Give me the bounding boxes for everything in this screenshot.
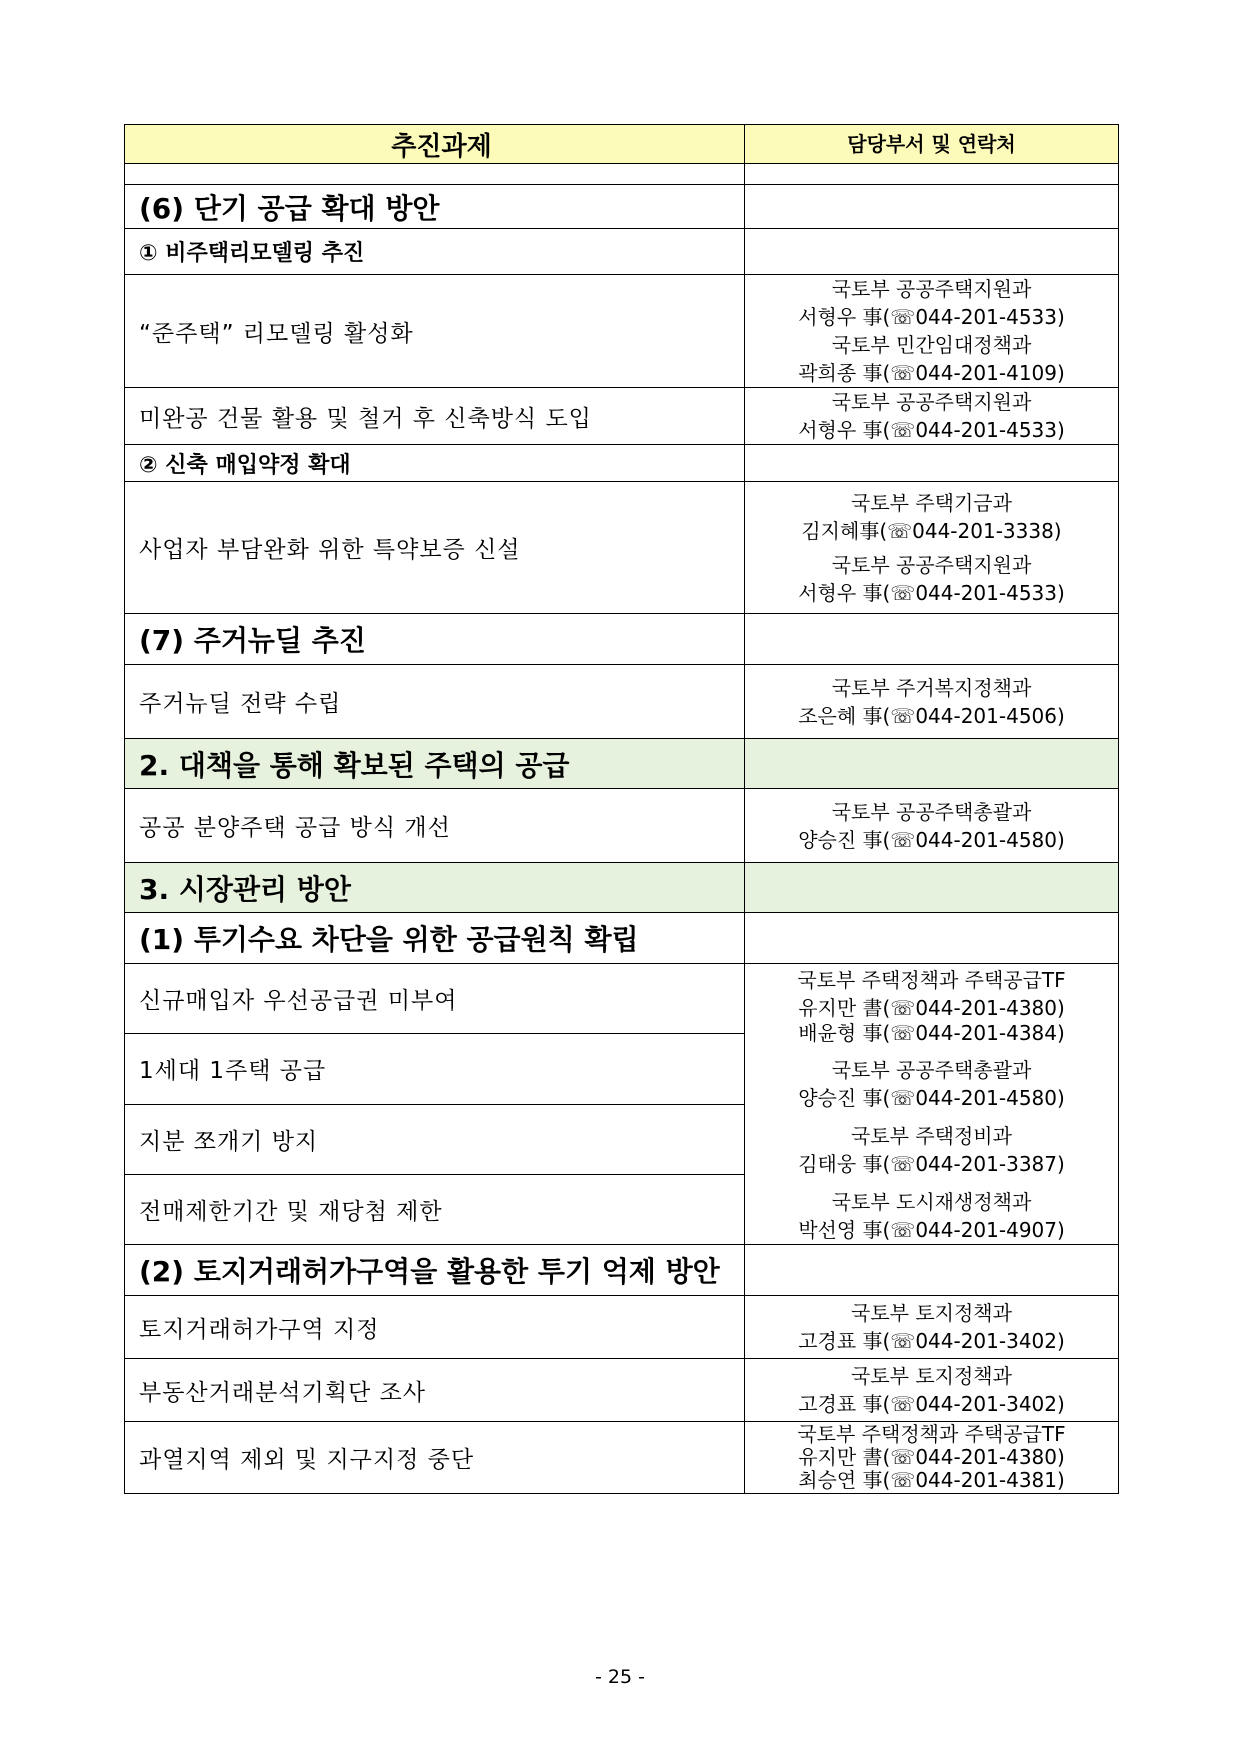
contact-dept: 국토부 주택정책과 주택공급TF [797,1422,1066,1446]
empty-contact-cell [745,614,1119,665]
task-row [125,964,1119,1034]
task-cell: 공공 분양주택 공급 방식 개선 [125,789,745,863]
contact-group [745,489,1118,545]
subsection-row [125,1245,1119,1296]
empty-contact-cell [745,739,1119,789]
contact-dept: 국토부 주택기금과 [851,490,1012,515]
task-row [125,482,1119,614]
task-row [125,665,1119,739]
task-cell: 신규매입자 우선공급권 미부여 [125,964,745,1034]
contact-group [745,1056,1118,1112]
contact-group [745,1122,1118,1178]
section-title: 2. 대책을 통해 확보된 주택의 공급 [125,739,745,789]
subsection-title: (7) 주거뉴딜 추진 [125,614,745,665]
contact-cell [745,275,1119,388]
contact-group [745,331,1118,387]
page-number: - 25 - [595,1666,645,1688]
task-cell: 사업자 부담완화 위한 특약보증 신설 [125,482,745,614]
subitem-row [125,445,1119,482]
contact-group [745,1188,1118,1244]
spacer-row [125,164,1119,185]
spacer-cell [745,164,1119,185]
contact-person: 서형우 事(☏044-201-4533) [798,580,1065,605]
subitem-title: ① 비주택리모델링 추진 [125,229,745,275]
contact-dept: 국토부 주택정책과 주택공급TF [797,968,1066,992]
contact-person: 최승연 事(☏044-201-4381) [798,1468,1065,1492]
subsection-row [125,185,1119,229]
contact-cell [745,482,1119,614]
contact-person: 서형우 事(☏044-201-4533) [798,305,1065,329]
task-cell: 1세대 1주택 공급 [125,1034,745,1104]
contact-cell [745,388,1119,445]
subsection-title: (6) 단기 공급 확대 방안 [125,185,745,229]
task-row [125,1296,1119,1359]
contact-cell [745,1359,1119,1422]
task-cell: 부동산거래분석기획단 조사 [125,1359,745,1422]
empty-contact-cell [745,185,1119,229]
contact-dept: 국토부 공공주택지원과 [831,390,1032,414]
subsection-title: (1) 투기수요 차단을 위한 공급원칙 확립 [125,913,745,964]
task-cell: 전매제한기간 및 재당첨 제한 [125,1174,745,1244]
table-header-row [125,125,1119,164]
contact-dept: 국토부 토지정책과 [851,1364,1012,1388]
empty-contact-cell [745,863,1119,913]
empty-contact-cell [745,445,1119,482]
task-cell: 주거뉴딜 전략 수립 [125,665,745,739]
contact-cell [745,665,1119,739]
empty-contact-cell [745,913,1119,964]
task-row [125,789,1119,863]
spacer-cell [125,164,745,185]
subsection-row [125,913,1119,964]
subitem-title: ② 신축 매입약정 확대 [125,445,745,482]
contact-person: 박선영 事(☏044-201-4907) [798,1218,1065,1242]
contact-cell [745,1422,1119,1494]
contact-person: 배윤형 事(☏044-201-4384) [798,1021,1065,1045]
contact-person: 고경표 事(☏044-201-3402) [798,1329,1065,1353]
contact-person: 서형우 事(☏044-201-4533) [798,418,1065,442]
section-title: 3. 시장관리 방안 [125,863,745,913]
task-row [125,1359,1119,1422]
contact-person: 양승진 事(☏044-201-4580) [798,1086,1065,1110]
section-row [125,863,1119,913]
header-task: 추진과제 [125,125,745,164]
contact-person: 김지혜事(☏044-201-3338) [801,518,1062,543]
empty-contact-cell [745,229,1119,275]
contact-dept: 국토부 공공주택총괄과 [831,1058,1032,1082]
contact-dept: 국토부 주거복지정책과 [831,675,1032,700]
contact-person: 조은혜 事(☏044-201-4506) [798,703,1065,728]
contact-cell [745,789,1119,863]
task-cell: 토지거래허가구역 지정 [125,1296,745,1359]
contact-dept: 국토부 주택정비과 [851,1124,1012,1148]
task-contact-table [124,124,1119,1494]
subsection-title: (2) 토지거래허가구역을 활용한 투기 억제 방안 [125,1245,745,1296]
contact-group [745,551,1118,607]
header-contact: 담당부서 및 연락처 [745,125,1119,164]
merged-contact-cell [745,964,1119,1245]
contact-dept: 국토부 민간임대정책과 [831,333,1032,357]
contact-dept: 국토부 공공주택지원과 [831,277,1032,301]
contact-dept: 국토부 도시재생정책과 [831,1190,1032,1214]
task-cell: 과열지역 제외 및 지구지정 중단 [125,1422,745,1494]
task-cell: 미완공 건물 활용 및 철거 후 신축방식 도입 [125,388,745,445]
empty-contact-cell [745,1245,1119,1296]
contact-person: 양승진 事(☏044-201-4580) [798,827,1065,852]
contact-group [745,966,1118,1044]
contact-dept: 국토부 토지정책과 [851,1301,1012,1325]
contact-person: 유지만 書(☏044-201-4380) [798,996,1065,1020]
task-row [125,388,1119,445]
contact-dept: 국토부 공공주택지원과 [831,552,1032,577]
contact-group [745,275,1118,331]
contact-person: 유지만 書(☏044-201-4380) [798,1445,1065,1469]
section-row [125,739,1119,789]
subsection-row [125,614,1119,665]
task-cell: “준주택” 리모델링 활성화 [125,275,745,388]
contact-person: 김태웅 事(☏044-201-3387) [798,1152,1065,1176]
task-row [125,1422,1119,1494]
contact-person: 고경표 事(☏044-201-3402) [798,1392,1065,1416]
task-row [125,275,1119,388]
subitem-row [125,229,1119,275]
contact-dept: 국토부 공공주택총괄과 [831,799,1032,824]
task-cell: 지분 쪼개기 방지 [125,1104,745,1174]
contact-person: 곽희종 事(☏044-201-4109) [798,361,1065,385]
contact-cell [745,1296,1119,1359]
